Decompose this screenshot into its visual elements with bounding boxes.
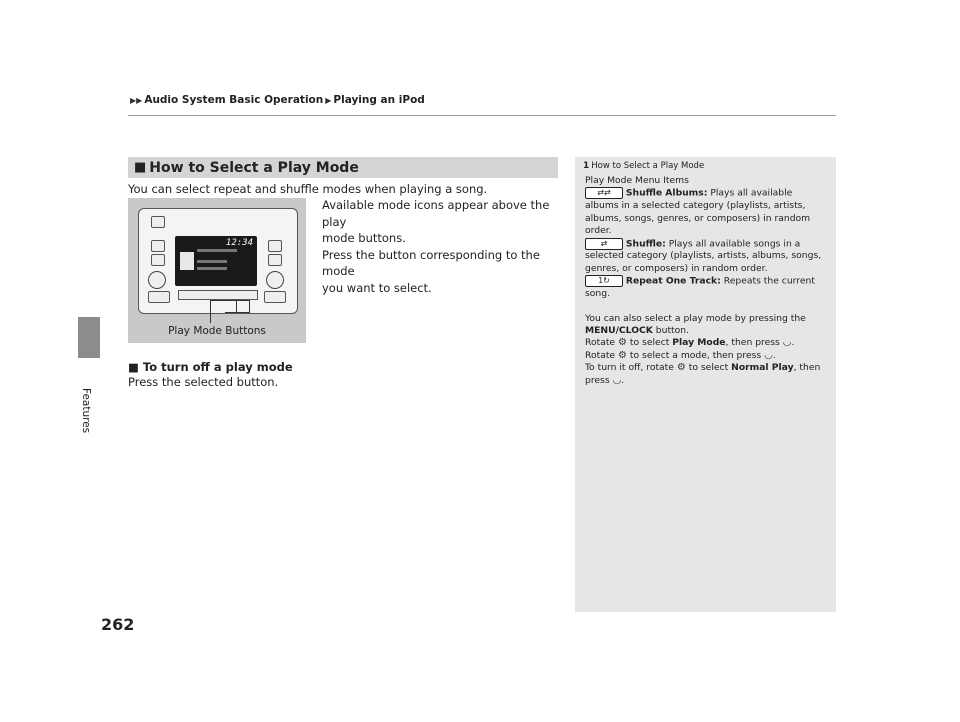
figure-caption: Play Mode Buttons: [168, 325, 266, 337]
note-text: button.: [655, 324, 690, 336]
description-text: [322, 197, 560, 296]
note-item-label: Repeat One Track:: [625, 275, 721, 287]
note-paragraph: [585, 362, 827, 387]
back-menu-button-illustration: [264, 291, 286, 303]
note-text: to select: [688, 362, 729, 374]
callout-line: [249, 300, 250, 312]
note-paragraph: [585, 350, 827, 362]
screen-line: [197, 267, 227, 270]
note-paragraph: [585, 313, 827, 338]
sub-heading: [128, 360, 293, 374]
rotate-knob-icon: ⚙: [676, 362, 686, 374]
sub-heading-text: To turn off a play mode: [142, 360, 293, 374]
note-box: [575, 157, 836, 612]
screen-line: [197, 260, 227, 263]
note-menu-heading: Play Mode Menu Items: [585, 175, 689, 186]
callout-line: [225, 312, 250, 313]
phone-button-illustration: [268, 240, 282, 252]
breadcrumb-part1[interactable]: Audio System Basic Operation: [144, 94, 324, 106]
chapter-tab: [78, 317, 100, 358]
note-text: , then press: [585, 362, 821, 386]
note-item: [585, 275, 827, 300]
note-text: , then press: [725, 337, 780, 349]
callout-line: [210, 300, 250, 301]
chapter-label: Features: [80, 388, 92, 434]
play-mode-buttons-illustration: [178, 290, 258, 300]
note-text: to select: [629, 337, 670, 349]
normal-play-label: Normal Play: [731, 362, 794, 374]
eject-button-illustration: [151, 216, 165, 228]
description-line: Press the button corresponding to the mode: [322, 247, 540, 278]
note-item-text: Plays all available songs in a selected category (playlists, artists, albums, songs, genres, or composers) in random order.: [585, 238, 822, 274]
arrow-icon: ▶: [325, 96, 332, 105]
shuffle-albums-icon: ⇄⇄: [585, 187, 623, 199]
rotate-knob-icon: ⚙: [618, 349, 627, 361]
note-text: Rotate: [585, 349, 616, 361]
page-number: 262: [101, 615, 135, 634]
note-item: [585, 187, 827, 237]
note-item-label: Shuffle:: [625, 238, 666, 250]
intro-text: You can select repeat and shuffle modes when playing a song.: [128, 182, 488, 196]
breadcrumb-part2[interactable]: Playing an iPod: [333, 94, 425, 106]
note-item-text: Repeats the current song.: [585, 275, 815, 300]
note-text: .: [791, 337, 795, 349]
audio-unit-figure: [128, 198, 306, 343]
double-arrow-icon: ▶▶: [130, 96, 143, 105]
note-item: [585, 238, 827, 276]
note-paragraph: [585, 337, 827, 349]
note-text: to select a mode, then press: [629, 349, 762, 361]
callout-line: [236, 300, 237, 312]
push-knob-icon: ◡: [612, 374, 622, 386]
section-title: How to Select a Play Mode: [149, 159, 359, 176]
sub-marker: ■: [128, 360, 139, 374]
description-line: Available mode icons appear above the play: [322, 198, 550, 229]
note-text: .: [772, 349, 776, 361]
push-knob-icon: ◡: [764, 349, 773, 361]
repeat-one-icon: 1↻: [585, 275, 623, 287]
media-button-illustration: [151, 254, 165, 266]
note-text: You can also select a play mode by pressing the: [585, 312, 806, 324]
select-knob-illustration: [266, 271, 284, 289]
menu-clock-label: MENU/CLOCK: [585, 324, 653, 336]
screen-clock: 12:34: [225, 238, 253, 248]
callout-line: [210, 300, 211, 323]
push-knob-icon: ◡: [782, 337, 792, 349]
album-art-illustration: [180, 252, 194, 270]
description-line: you want to select.: [322, 280, 432, 295]
seek-buttons-illustration: [148, 291, 170, 303]
info-button-illustration: [268, 254, 282, 266]
header-divider: [128, 115, 836, 116]
section-heading: [128, 157, 558, 178]
rotate-knob-icon: ⚙: [618, 337, 627, 349]
note-text: To turn it off, rotate: [585, 362, 674, 374]
note-item-label: Shuffle Albums:: [625, 187, 708, 199]
shuffle-icon: ⇄: [585, 238, 623, 250]
radio-button-illustration: [151, 240, 165, 252]
breadcrumb: [128, 94, 425, 106]
note-body: [585, 175, 827, 387]
play-mode-label: Play Mode: [672, 337, 726, 349]
note-text: .: [621, 374, 625, 386]
screen-line: [197, 249, 237, 252]
section-marker: ■: [134, 160, 147, 175]
note-item-text: Plays all available albums in a selected category (playlists, artists, albums, songs, genres, or composers) in random order.: [585, 187, 811, 237]
note-text: Rotate: [585, 337, 616, 349]
note-title-text: How to Select a Play Mode: [591, 161, 705, 171]
display-screen-illustration: [175, 236, 257, 286]
note-marker: 1: [583, 161, 590, 171]
power-knob-illustration: [148, 271, 166, 289]
note-title: [583, 161, 704, 171]
sub-text: Press the selected button.: [128, 375, 279, 389]
description-line: mode buttons.: [322, 231, 406, 245]
